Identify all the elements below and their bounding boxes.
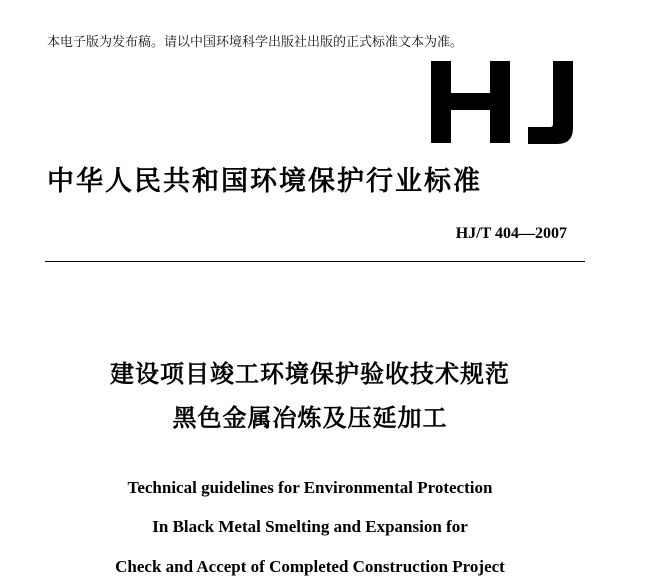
chinese-title-line-1: 建设项目竣工环境保护验收技术规范 bbox=[110, 360, 510, 388]
english-title-line-1: Technical guidelines for Environmental Protection bbox=[127, 478, 493, 497]
english-title-line-2: In Black Metal Smelting and Expansion for bbox=[152, 517, 468, 536]
standard-code: HJ/T 404—2007 bbox=[455, 225, 567, 242]
release-notice: 本电子版为发布稿。请以中国环境科学出版社出版的正式标准文本为准。 bbox=[47, 35, 464, 50]
header-divider bbox=[45, 261, 585, 262]
issuing-agency-title: 中华人民共和国环境保护行业标准 bbox=[47, 166, 482, 197]
chinese-title-line-2: 黑色金属冶炼及压延加工 bbox=[172, 404, 448, 432]
english-title-line-3: Check and Accept of Completed Construction Project bbox=[115, 557, 505, 576]
hj-logo bbox=[428, 58, 578, 148]
